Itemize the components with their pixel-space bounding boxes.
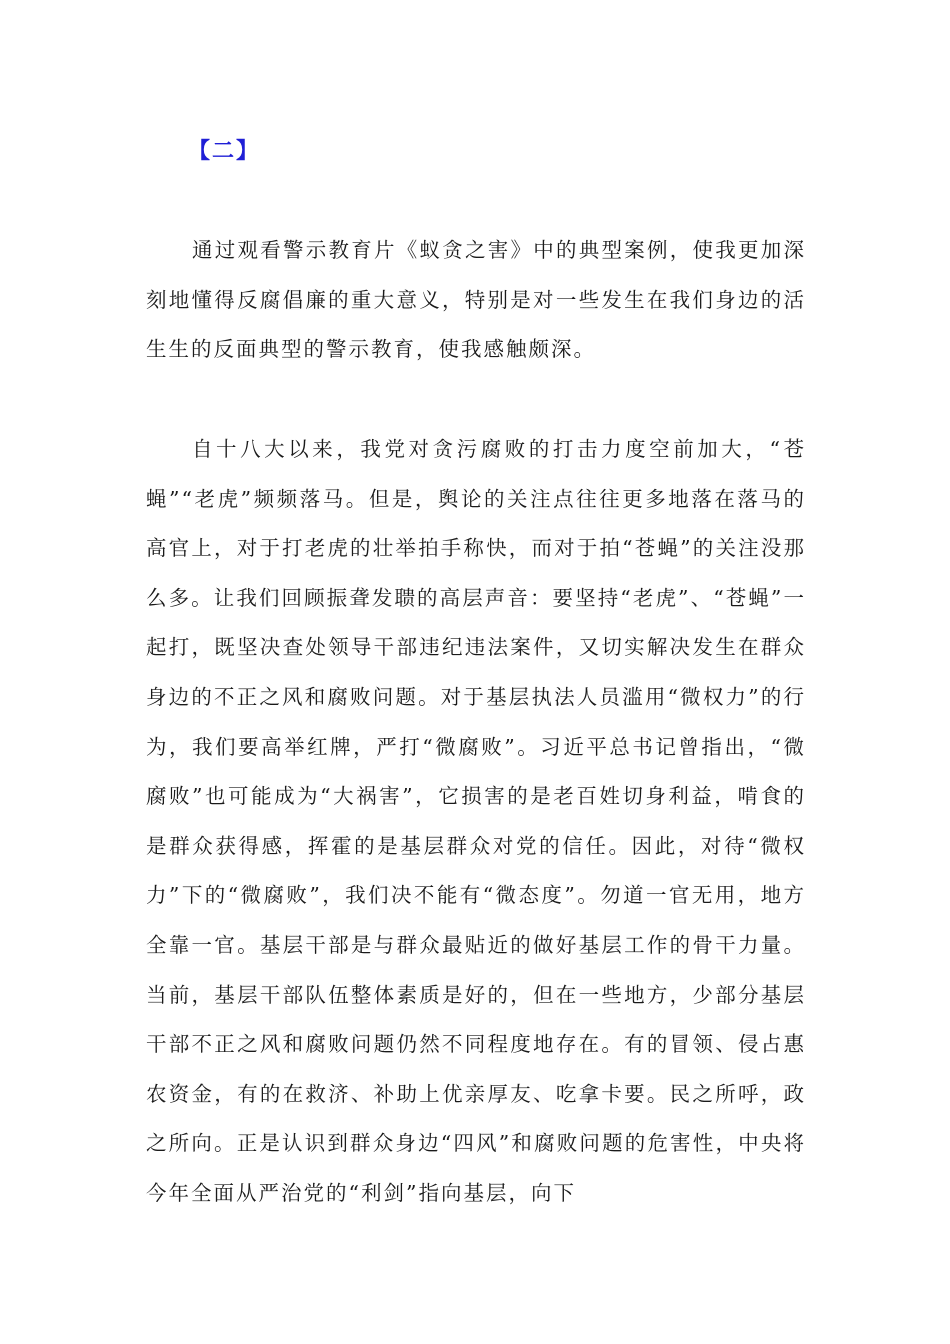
body-paragraph-1: 通过观看警示教育片《蚁贪之害》中的典型案例，使我更加深刻地懂得反腐倡廉的重大意义，特别是对一些发生在我们身边的活生生的反面典型的警示教育，使我感触颇深。: [146, 238, 806, 362]
section-heading: 【二】: [188, 138, 261, 164]
body-paragraph-2: 自十八大以来，我党对贪污腐败的打击力度空前加大，“苍蝇”“老虎”频频落马。但是，舆论的关注点往往更多地落在落马的高官上，对于打老虎的壮举拍手称快，而对于拍“苍蝇”的关注没那么多。让我们回顾振聋发聩的高层声音：要坚持“老虎”、“苍蝇”一起打，既坚决查处领导干部违纪违法案件，又切实解决发生在群众身边的不正之风和腐败问题。对于基层执法人员滥用“微权力”的行为，我们要高举红牌，严打“微腐败”。习近平总书记曾指出，“微腐败”也可能成为“大祸害”，它损害的是老百姓切身利益，啃食的是群众获得感，挥霍的是基层群众对党的信任。因此，对待“微权力”下的“微腐败”，我们决不能有“微态度”。勿道一官无用，地方全靠一官。基层干部是与群众最贴近的做好基层工作的骨干力量。当前，基层干部队伍整体素质是好的，但在一些地方，少部分基层干部不正之风和腐败问题仍然不同程度地存在。有的冒领、侵占惠农资金，有的在救济、补助上优亲厚友、吃拿卡要。民之所呼，政之所向。正是认识到群众身边“四风”和腐败问题的危害性，中央将今年全面从严治党的“利剑”指向基层，向下: [146, 437, 806, 1205]
